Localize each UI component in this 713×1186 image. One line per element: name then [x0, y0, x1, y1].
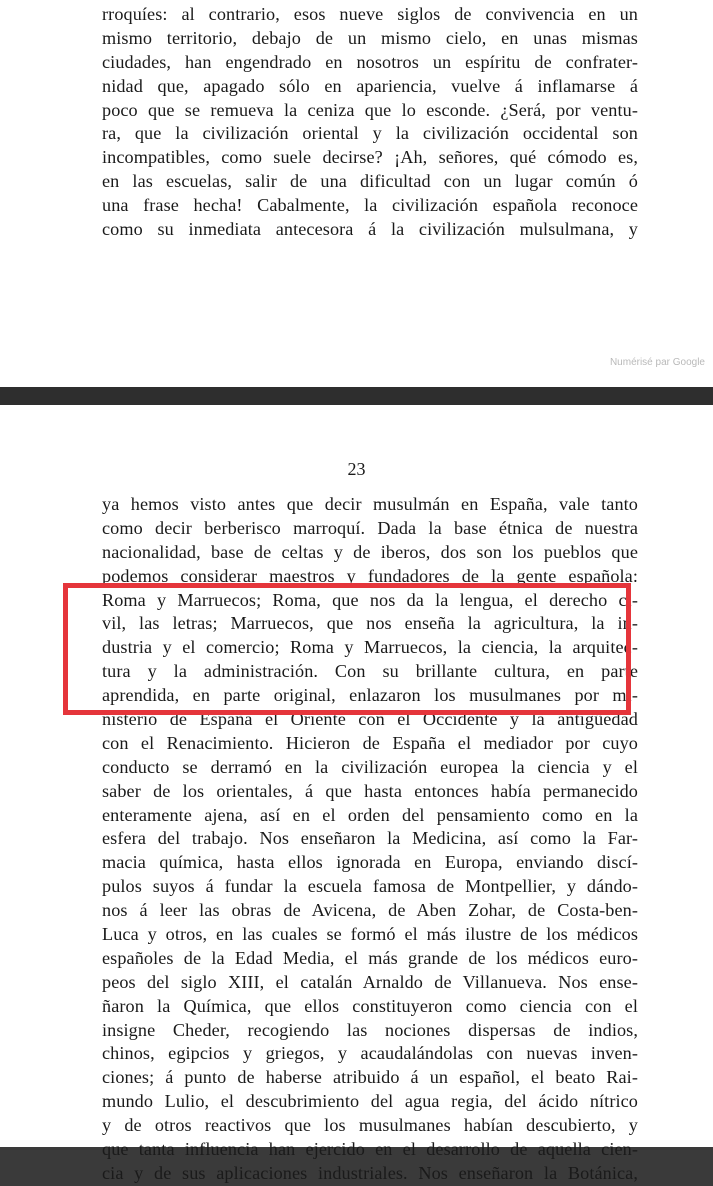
text-line: mismo territorio, debajo de un mismo cielo, en unas mismas: [102, 27, 638, 48]
text-line: tura y la administración. Con su brillante cultura, en parte: [102, 661, 638, 682]
text-line: Luca y otros, en las cuales se formó el más ilustre de los médicos: [102, 924, 638, 945]
scanned-page-bottom: [0, 405, 713, 1183]
text-line: nidad que, apagado sólo en apariencia, vuelve á inflamarse á: [102, 75, 638, 96]
text-line: conducto se derramó en la civilización europea la ciencia y el: [102, 756, 638, 777]
text-line: como decir berberisco marroquí. Dada la base étnica de nuestra: [102, 517, 638, 538]
scanned-page-top: [0, 0, 713, 388]
text-line: esfera del trabajo. Nos enseñaron la Medicina, así como la Far-: [102, 828, 638, 849]
text-line: con el Renacimiento. Hicieron de España el mediador por cuyo: [102, 732, 638, 753]
page-top-text: [102, 3, 638, 242]
scan-watermark: Numérisé par Google: [609, 357, 705, 368]
text-line: rroquíes: al contrario, esos nueve siglos de convivencia en un: [102, 4, 638, 24]
text-line: como su inmediata antecesora á la civilización mulsulmana, y: [102, 219, 638, 240]
text-line: insigne Cheder, recogiendo las nociones dispersas de indios,: [102, 1019, 638, 1040]
text-line: ciones; á punto de haberse atribuido á un español, el beato Rai-: [102, 1067, 638, 1088]
text-line: macia química, hasta ellos ignorada en Europa, enviando discí-: [102, 852, 638, 873]
text-line: dustria y el comercio; Roma y Marruecos, la ciencia, la arquitec-: [102, 637, 638, 658]
text-line: saber de los orientales, á que hasta entonces había permanecido: [102, 780, 638, 801]
text-line: cia y de sus aplicaciones industriales. Nos enseñaron la Botánica,: [102, 1162, 638, 1183]
text-line: poco que se remueva la ceniza que lo esconde. ¿Será, por ventu-: [102, 99, 638, 120]
text-line: chinos, egipcios y griegos, y acaudalándolas con nuevas inven-: [102, 1043, 638, 1064]
text-line: Roma y Marruecos; Roma, que nos da la lengua, el derecho ci-: [102, 589, 638, 610]
text-line: pulos suyos á fundar la escuela famosa de Montpellier, y dándo-: [102, 876, 638, 897]
text-line: ñaron la Química, que ellos constituyeron como ciencia con el: [102, 995, 638, 1016]
text-line: peos del siglo XIII, el catalán Arnaldo de Villanueva. Nos ense-: [102, 971, 638, 992]
text-line: aprendida, en parte original, enlazaron los musulmanes por mi-: [102, 685, 638, 706]
text-line: vil, las letras; Marruecos, que nos enseña la agricultura, la in-: [102, 613, 638, 634]
text-line: podemos considerar maestros y fundadores de la gente española:: [102, 565, 638, 586]
text-line: mundo Lulio, el descubrimiento del agua regia, del ácido nítrico: [102, 1091, 638, 1112]
page-gap: [0, 387, 713, 405]
text-line: nisterio de España el Oriente con el Occidente y la antigüedad: [102, 709, 638, 730]
text-line: españoles de la Edad Media, el más grande de los médicos euro-: [102, 947, 638, 968]
text-line: ciudades, han engendrado en nosotros un espíritu de confrater-: [102, 51, 638, 72]
text-line: ya hemos visto antes que decir musulmán en España, vale tanto: [102, 494, 638, 514]
page-bottom-text: [102, 493, 638, 1186]
text-line: que tanta influencia han ejercido en el desarrollo de aquella cien-: [102, 1139, 638, 1160]
page-number: 23: [347, 459, 366, 479]
text-line: y de otros reactivos que los musulmanes habían descubierto, y: [102, 1115, 638, 1136]
text-line: ra, que la civilización oriental y la civilización occidental son: [102, 123, 638, 144]
text-line: en las escuelas, salir de una dificultad con un lugar común ó: [102, 171, 638, 192]
text-line: incompatibles, como suele decirse? ¡Ah, señores, qué cómodo es,: [102, 147, 638, 168]
text-line: nos á leer las obras de Avicena, de Aben Zohar, de Costa-ben-: [102, 900, 638, 921]
text-line: nacionalidad, base de celtas y de iberos, dos son los pueblos que: [102, 541, 638, 562]
text-line: una frase hecha! Cabalmente, la civilización española reconoce: [102, 195, 638, 216]
text-line: enteramente ajena, así en el orden del pensamiento como en la: [102, 804, 638, 825]
